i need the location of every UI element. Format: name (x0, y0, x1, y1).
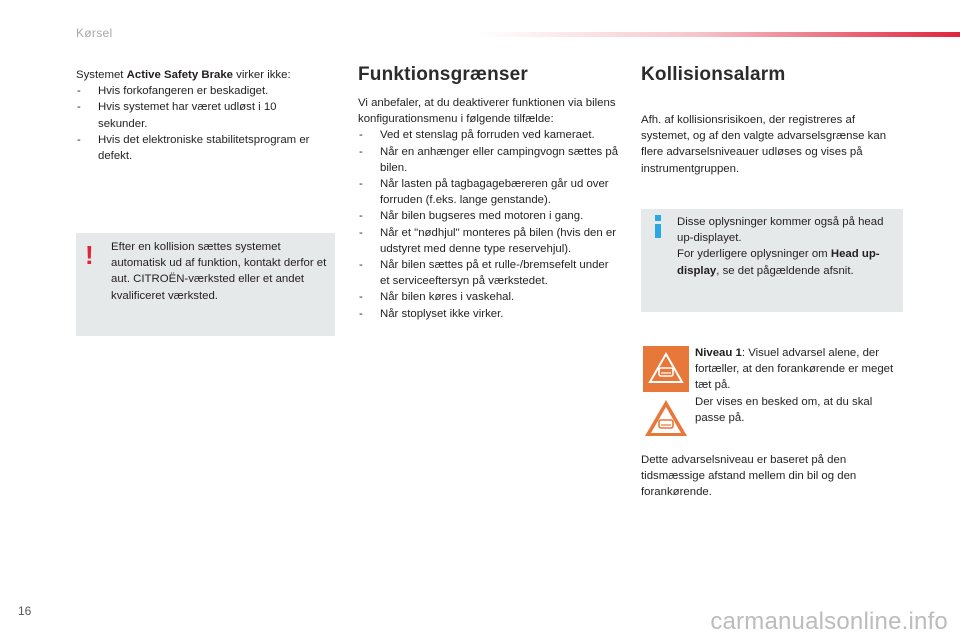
list-item: - Hvis systemet har været udløst i 10 sekunder. (76, 99, 338, 131)
abs-intro: Systemet Active Safety Brake virker ikke: (76, 69, 291, 81)
list-item: - Når lasten på tagbagagebæreren går ud over forruden (f.eks. lange genstande). (358, 176, 620, 208)
list-item: - Ved et stenslag på forruden ved kameraet. (358, 127, 620, 143)
list-item: - Når bilen bugseres med motoren i gang. (358, 208, 620, 224)
list-item: - Når en anhænger eller campingvogn sættes på bilen. (358, 144, 620, 176)
level1-label: Niveau 1 (695, 347, 742, 359)
info-text: Disse oplysninger kommer også på head up-displayet. For yderligere oplysninger om Head up-display, se det pågældende afsnit. (677, 216, 884, 277)
level1-description: Niveau 1: Visuel advarsel alene, der fortæller, at den forankørende er meget tæt på. Der vises en besked om, at du skal passe på. (695, 347, 894, 424)
abs-conditions-list (76, 83, 338, 164)
list-item: - Hvis det elektroniske stabilitetsprogram er defekt. (76, 132, 338, 164)
warning-text: Efter en kollision sættes systemet automatisk ud af funktion, kontakt derfor et aut. CITROËN-værksted eller et andet kvalificeret værksted. (111, 241, 327, 302)
list-item: - Hvis forkofangeren er beskadiget. (76, 83, 338, 99)
section-heading-limitations: Funktionsgrænser (358, 64, 528, 85)
exclamation-icon: ! (85, 240, 94, 270)
page-number: 16 (18, 604, 32, 618)
list-item: - Når bilen sættes på et rulle-/bremsefelt under et serviceeftersyn på værkstedet. (358, 257, 620, 289)
head-up-display-term: Head up-display (677, 248, 880, 277)
list-item: - Når et "nødhjul" monteres på bilen (hvis den er udstyret med denne type reservehjul). (358, 225, 620, 257)
section-heading-collision-alarm: Kollisionsalarm (641, 64, 786, 85)
limitations-list (358, 127, 620, 321)
abs-system-name: Active Safety Brake (126, 69, 234, 81)
info-box (641, 209, 903, 312)
collision-warning-triangle-icon (643, 398, 689, 438)
watermark: carmanualsonline.info (710, 608, 948, 635)
list-item: - Når stoplyset ikke virker. (358, 306, 620, 322)
info-icon (655, 215, 661, 238)
left-column (76, 67, 338, 164)
header-section-title: Kørsel (76, 26, 113, 40)
collision-warning-square-icon (643, 346, 689, 392)
collision-intro: Afh. af kollisionsrisikoen, der registreres af systemet, og af den valgte advarselsgrænse kan flere advarselsniveauer udløses og vises på instrumentgruppen. (641, 114, 887, 175)
header-accent-bar (480, 32, 960, 37)
limitations-intro: Vi anbefaler, at du deaktiverer funktionen via bilens konfigurationsmenu i følgende tilfælde: (358, 97, 616, 126)
warning-box (76, 233, 335, 336)
list-item: - Når bilen køres i vaskehal. (358, 289, 620, 305)
middle-column (358, 95, 620, 322)
collision-footer-text: Dette advarselsniveau er baseret på den tidsmæssige afstand mellem din bil og den forankørende. (641, 454, 857, 499)
